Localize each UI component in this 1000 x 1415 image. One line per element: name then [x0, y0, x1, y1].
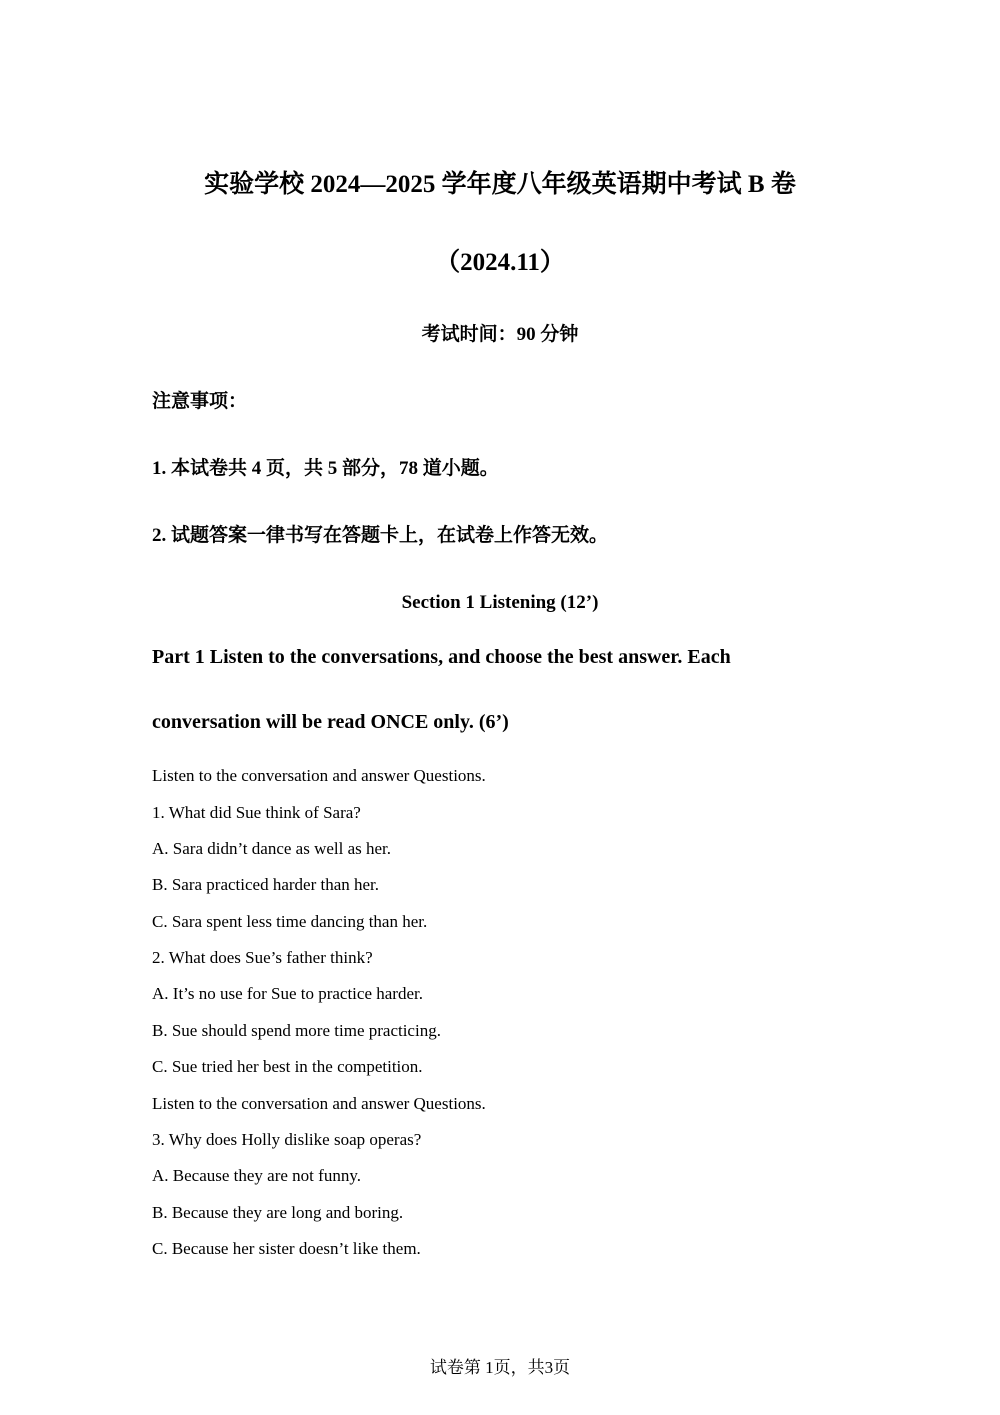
question-line: 1. What did Sue think of Sara? [152, 803, 361, 822]
option-line: C. Because her sister doesn’t like them. [152, 1239, 421, 1258]
page-footer: 试卷第 1页，共3页 [429, 1358, 571, 1377]
option-line: A. It’s no use for Sue to practice harder. [152, 984, 423, 1003]
option-line: A. Sara didn’t dance as well as her. [152, 839, 392, 858]
part-title-continued: conversation will be read ONCE only. (6’) [152, 711, 509, 733]
option-line: A. Because they are not funny. [152, 1166, 361, 1185]
note-item: 1. 本试卷共 4 页，共 5 部分，78 道小题。 [152, 458, 499, 479]
option-line: B. Because they are long and boring. [152, 1203, 404, 1222]
exam-date: （2024.11） [435, 249, 565, 276]
note-item: 2. 试题答案一律书写在答题卡上，在试卷上作答无效。 [152, 525, 609, 546]
instruction-line: Listen to the conversation and answer Questions. [152, 766, 486, 785]
exam-duration: 考试时间：90 分钟 [421, 324, 579, 345]
instruction-line: Listen to the conversation and answer Questions. [152, 1094, 486, 1113]
section-title: Section 1 Listening (12’) [401, 592, 599, 613]
option-line: B. Sue should spend more time practicing. [152, 1021, 441, 1040]
part-title: Part 1 Listen to the conversations, and choose the best answer. Each [152, 646, 731, 668]
question-line: 2. What does Sue’s father think? [152, 948, 373, 967]
exam-title: 实验学校 2024—2025 学年度八年级英语期中考试 B 卷 [204, 171, 796, 198]
option-line: C. Sara spent less time dancing than her. [152, 912, 428, 931]
question-line: 3. Why does Holly dislike soap operas? [152, 1130, 422, 1149]
option-line: C. Sue tried her best in the competition. [152, 1057, 423, 1076]
option-line: B. Sara practiced harder than her. [152, 875, 380, 894]
notes-heading: 注意事项： [152, 391, 248, 412]
